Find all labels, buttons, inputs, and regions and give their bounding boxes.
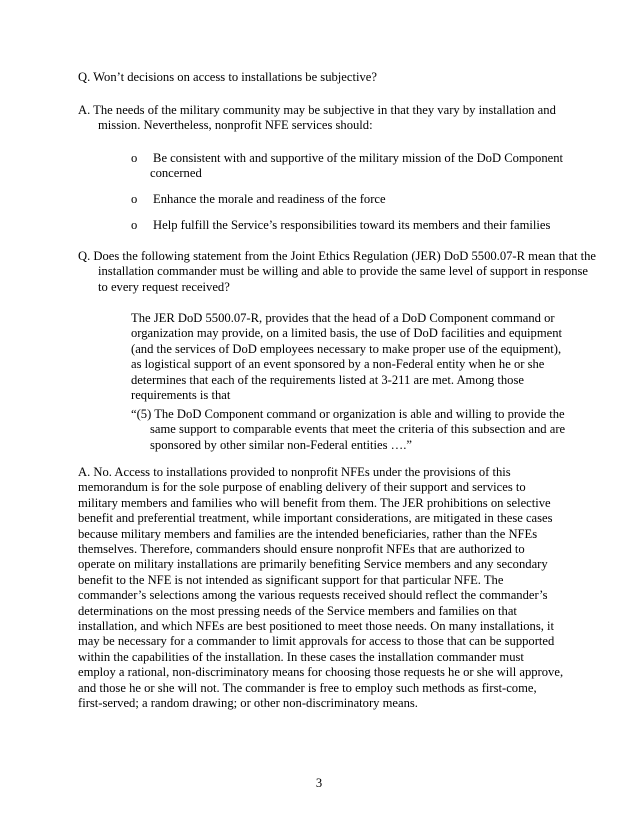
quoted-regulation: The JER DoD 5500.07-R, provides that the head of a DoD Component command or organization may provide, on a limited basis, the use of DoD facilities and equipment (and the services of DoD employees necessary to make proper use of the equipment), as logistical support of an event sponsored by a non-Federal entity when he or she determines that each of the requirements listed at 3-211 are met. Among those requirements is that — [131, 311, 562, 403]
bullet-item: o Help fulfill the Service’s responsibilities toward its members and their families — [131, 218, 551, 232]
answer-2: A. No. Access to installations provided to nonprofit NFEs under the provisions of this memorandum is for the sole purpose of enabling delivery of their support and services to military members and families who will benefit from them. The JER prohibitions on selective benefit and preferential treatment, while important considerations, are mitigated in these cases because military members and families are the intended beneficiaries, rather than the NFEs themselves. Therefore, commanders should ensure nonprofit NFEs that are authorized to operate on military installations are primarily benefiting Service members and any secondary benefit to the NFE is not intended as significant support for that particular NFE. The commander’s selections among the various requests received should reflect the commander’s determinations on the most pressing needs of the Service members and families on that installation, and which NFEs are best positioned to meet those needs. On many installations, it may be necessary for a commander to limit approvals for access to those that can be supported within the capabilities of the installation. In these cases the installation commander must employ a rational, non-discriminatory means for choosing those requests he or she will approve, and those he or she will not. The commander is free to employ such methods as first-come, first-served; a random drawing; or other non-discriminatory means. — [78, 465, 564, 711]
answer-1: A. The needs of the military community may be subjective in that they vary by installation and mission. Nevertheless, nonprofit NFE services should: — [78, 103, 556, 133]
page-number: 3 — [315, 776, 323, 790]
question-2: Q. Does the following statement from the Joint Ethics Regulation (JER) DoD 5500.07-R mean that the installation commander must be willing and able to provide the same level of support in response to every request received? — [78, 249, 597, 294]
question-1: Q. Won’t decisions on access to installations be subjective? — [78, 70, 377, 84]
bullet-item: o Enhance the morale and readiness of the force — [131, 192, 386, 206]
bullet-item: o Be consistent with and supportive of the military mission of the DoD Component concerned — [131, 151, 563, 181]
quoted-requirement: “(5) The DoD Component command or organization is able and willing to provide the same support to comparable events that meet the criteria of this subsection and are sponsored by other similar non-Federal entities ….” — [131, 407, 566, 452]
